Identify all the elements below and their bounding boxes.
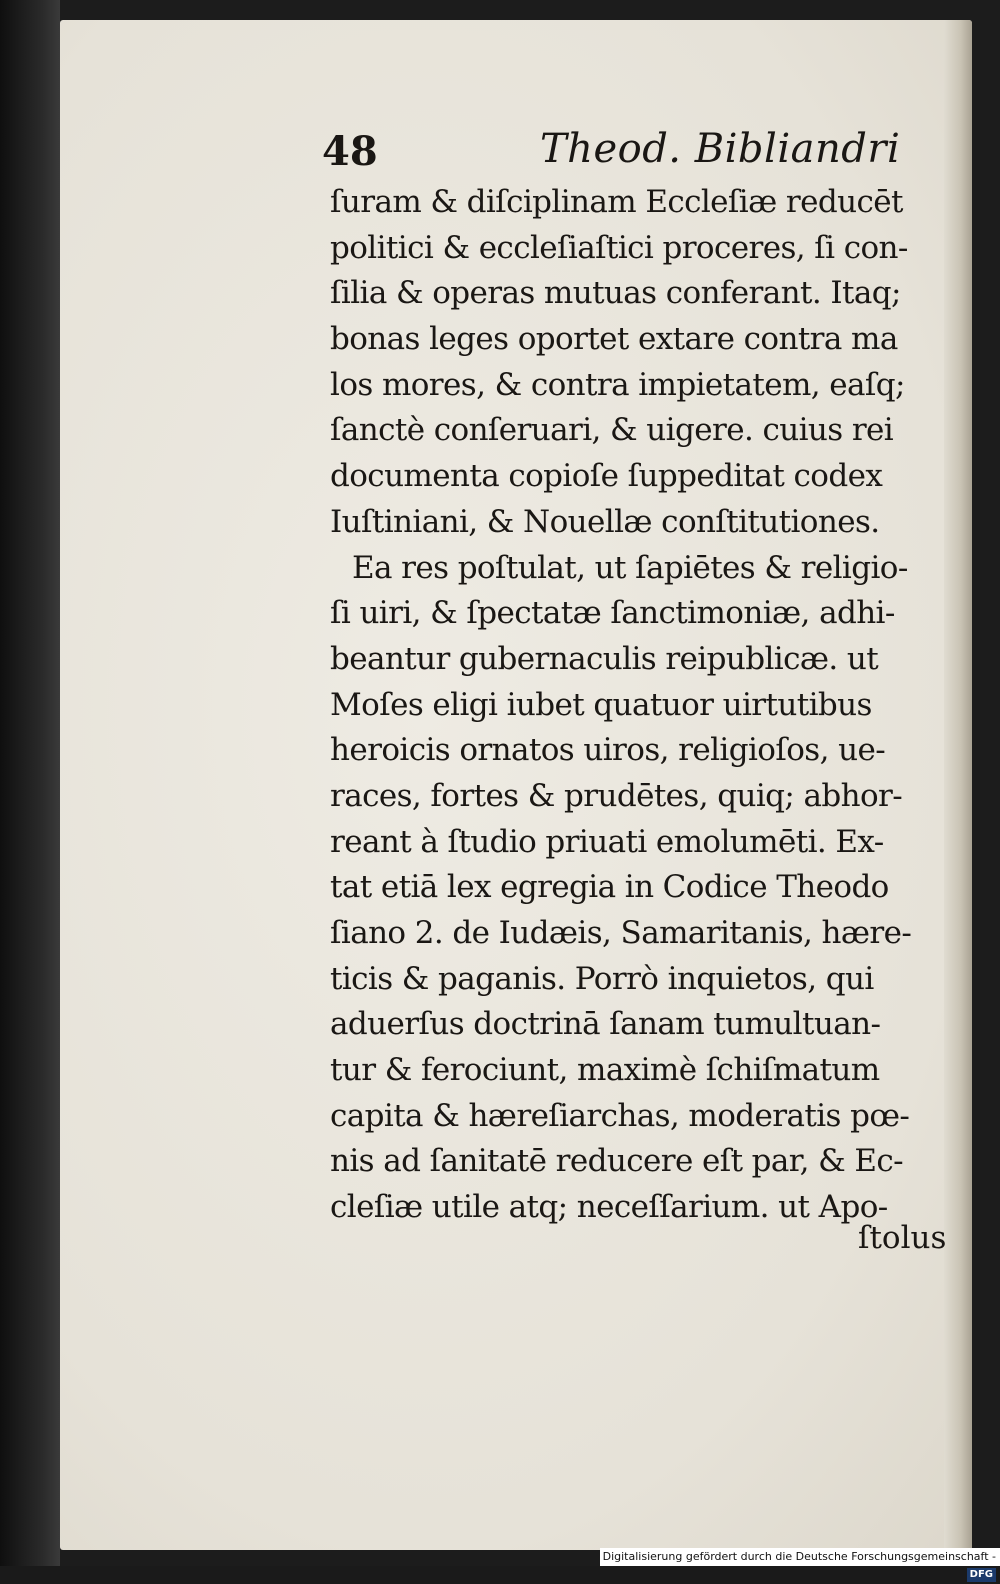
- folio-number: 48: [322, 128, 378, 175]
- text-line: tur & ferociunt, maximè ſchiſmatum: [330, 1052, 880, 1089]
- body-text: [330, 180, 950, 1231]
- text-line: politici & eccleſiaſtici proceres, ſi con-: [330, 229, 908, 266]
- text-line: reant à ſtudio priuati emolumēti. Ex-: [330, 823, 884, 860]
- text-line: Ea res poſtulat, ut ſapiētes & religio-: [352, 549, 908, 586]
- book-binding-edge: [0, 0, 60, 1566]
- credit-text: Digitalisierung gefördert durch die Deutsche Forschungsgemeinschaft -: [602, 1550, 996, 1563]
- text-line: races, fortes & prudētes, quiq; abhor-: [330, 777, 903, 814]
- digitization-credit-bar: [600, 1548, 1000, 1580]
- text-line: cleſiæ utile atq; neceſſarium. ut Apo-: [330, 1189, 888, 1226]
- text-line: tat etiā lex egregia in Codice Theodo: [330, 869, 889, 906]
- text-line: Iuſtiniani, & Nouellæ conſtitutiones.: [330, 503, 880, 540]
- text-line: ſuram & diſciplinam Eccleſiæ reducēt: [330, 184, 903, 220]
- text-line: nis ad ſanitatē reducere eſt par, & Ec-: [330, 1143, 904, 1180]
- text-line: ſiano 2. de Iudæis, Samaritanis, hære-: [330, 915, 912, 951]
- text-line: documenta copioſe ſuppeditat codex: [330, 458, 883, 495]
- text-line: ſanctè conſeruari, & uigere. cuius rei: [330, 412, 894, 449]
- page-header: [322, 122, 942, 182]
- text-line: heroicis ornatos uiros, religioſos, ue-: [330, 732, 886, 769]
- catchword: ſtolus: [858, 1220, 947, 1256]
- text-line: los mores, & contra impietatem, eaſq;: [330, 366, 905, 403]
- text-line: ſilia & operas mutuas conferant. Itaq;: [330, 275, 901, 312]
- text-line: ticis & paganis. Porrò inquietos, qui: [330, 960, 874, 997]
- text-line: bonas leges oportet extare contra ma: [330, 321, 898, 358]
- running-head: Theod. Bibliandri: [540, 126, 901, 172]
- text-line: beantur gubernaculis reipublicæ. ut: [330, 640, 879, 677]
- dfg-logo: DFG: [967, 1568, 996, 1582]
- text-line: capita & hæreſiarchas, moderatis pœ-: [330, 1097, 910, 1134]
- text-line: aduerſus doctrinā ſanam tumultuan-: [330, 1006, 881, 1043]
- text-line: ſi uiri, & ſpectatæ ſanctimoniæ, adhi-: [330, 595, 895, 632]
- text-line: Moſes eligi iubet quatuor uirtutibus: [330, 686, 872, 723]
